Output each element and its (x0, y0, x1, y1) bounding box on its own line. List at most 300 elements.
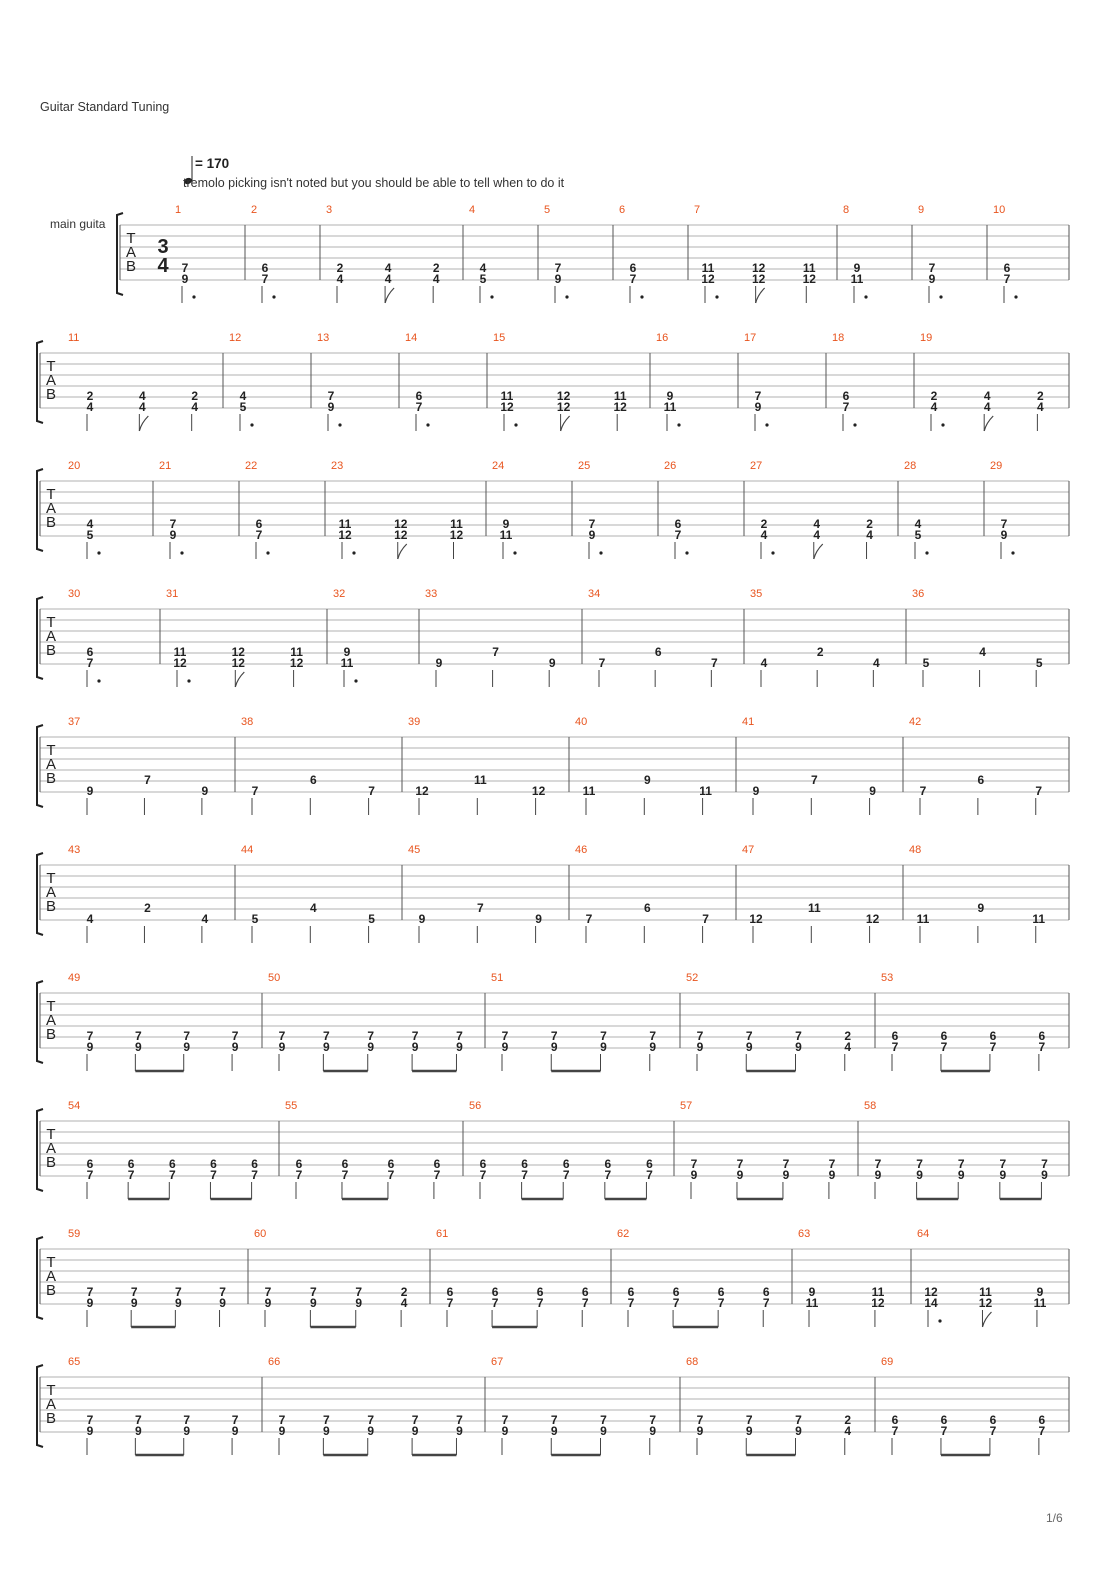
fret-number: 7 (168, 1168, 176, 1182)
measure-number: 63 (798, 1228, 811, 1240)
dot (685, 551, 688, 554)
dot (599, 551, 602, 554)
fret-number: 9 (754, 400, 762, 414)
fret-number: 12 (338, 528, 352, 542)
tab-clef-letter: A (45, 1012, 57, 1029)
fret-number: 12 (173, 656, 187, 670)
fret-number: 9 (175, 1296, 182, 1310)
fret-number: 4 (979, 645, 986, 659)
fret-number: 7 (828, 1157, 836, 1171)
fret-number: 9 (745, 1424, 753, 1438)
fret-number: 7 (550, 1413, 558, 1427)
fret-number: 7 (310, 1285, 317, 1299)
fret-number: 7 (264, 1285, 272, 1299)
fret-number: 11 (500, 389, 514, 403)
fret-number: 7 (521, 1168, 528, 1182)
fret-number: 7 (999, 1157, 1007, 1171)
measure-number: 20 (68, 460, 81, 472)
fret-number: 12 (978, 1296, 993, 1310)
fret-number: 9 (600, 1040, 607, 1054)
fret-number: 7 (562, 1168, 570, 1182)
measure-number: 24 (492, 460, 505, 472)
fret-number: 9 (548, 656, 556, 670)
fret-number: 7 (600, 1029, 607, 1043)
fret-number: 7 (842, 400, 850, 414)
measure-number: 15 (493, 332, 506, 344)
fret-number: 4 (1037, 400, 1044, 414)
fret-number: 5 (368, 912, 375, 926)
fret-number: 6 (261, 261, 269, 275)
measure-number: 33 (425, 588, 438, 600)
dot (514, 423, 517, 426)
fret-number: 12 (531, 784, 546, 798)
fret-number: 4 (336, 272, 344, 286)
fret-number: 6 (415, 389, 423, 403)
fret-number: 6 (210, 1157, 217, 1171)
eighth-flag (984, 416, 993, 431)
fret-number: 4 (384, 261, 392, 275)
measure-number: 1 (175, 204, 182, 216)
fret-number: 2 (1037, 389, 1044, 403)
fret-number: 9 (456, 1424, 463, 1438)
eighth-flag (982, 1312, 991, 1327)
fret-number: 12 (749, 912, 763, 926)
fret-number: 7 (355, 1285, 363, 1299)
measure-number: 7 (694, 204, 701, 216)
fret-number: 7 (181, 261, 189, 275)
tab-clef-letter: B (45, 514, 57, 531)
eighth-flag (235, 672, 244, 687)
fret-number: 6 (842, 389, 850, 403)
measure-number: 49 (68, 972, 81, 984)
fret-number: 4 (479, 261, 487, 275)
dot (640, 295, 643, 298)
fret-number: 7 (754, 389, 762, 403)
fret-number: 6 (433, 1157, 441, 1171)
fret-number: 7 (86, 1168, 94, 1182)
dot (941, 423, 944, 426)
fret-number: 9 (649, 1424, 657, 1438)
fret-number: 7 (144, 773, 151, 787)
fret-number: 6 (762, 1285, 770, 1299)
fret-number: 11 (173, 645, 187, 659)
fret-number: 9 (808, 1285, 816, 1299)
measure-number: 47 (742, 844, 755, 856)
fret-number: 7 (1000, 517, 1008, 531)
fret-number: 7 (745, 1413, 753, 1427)
fret-number: 6 (891, 1029, 899, 1043)
measure-number: 30 (68, 588, 81, 600)
fret-number: 6 (168, 1157, 176, 1171)
fret-number: 4 (760, 528, 768, 542)
fret-number: 7 (554, 261, 562, 275)
time-signature-denominator: 4 (157, 255, 169, 277)
fret-number: 7 (810, 773, 818, 787)
fret-number: 7 (795, 1029, 802, 1043)
fret-number: 12 (231, 645, 245, 659)
fret-number: 4 (914, 517, 922, 531)
fret-number: 7 (492, 645, 499, 659)
fret-number: 2 (930, 389, 938, 403)
fret-number: 9 (869, 784, 876, 798)
fret-number: 7 (627, 1296, 635, 1310)
tuning-label: Guitar Standard Tuning (40, 100, 170, 114)
fret-number: 6 (446, 1285, 454, 1299)
tab-clef-letter: T (46, 614, 56, 631)
measure-number: 43 (68, 844, 81, 856)
fret-number: 2 (866, 517, 873, 531)
fret-number: 7 (387, 1168, 395, 1182)
fret-number: 11 (473, 773, 487, 787)
measure-number: 39 (408, 716, 421, 728)
fret-number: 4 (400, 1296, 408, 1310)
fret-number: 11 (701, 261, 715, 275)
fret-number: 7 (86, 656, 94, 670)
fret-number: 4 (239, 389, 247, 403)
fret-number: 9 (977, 901, 985, 915)
fret-number: 7 (278, 1413, 286, 1427)
fret-number: 7 (674, 528, 682, 542)
fret-number: 2 (432, 261, 440, 275)
fret-number: 4 (866, 528, 873, 542)
fret-number: 9 (752, 784, 760, 798)
fret-number: 9 (745, 1040, 753, 1054)
fret-number: 6 (629, 261, 637, 275)
fret-number: 11 (340, 656, 354, 670)
measure-number: 65 (68, 1356, 81, 1368)
fret-number: 9 (231, 1424, 239, 1438)
eighth-flag (385, 288, 394, 303)
measure-number: 46 (575, 844, 588, 856)
fret-number: 12 (924, 1285, 938, 1299)
fret-number: 7 (446, 1296, 454, 1310)
fret-number: 5 (914, 528, 922, 542)
fret-number: 6 (891, 1413, 899, 1427)
fret-number: 2 (400, 1285, 408, 1299)
dot (677, 423, 680, 426)
fret-number: 9 (736, 1168, 744, 1182)
fret-number: 7 (717, 1296, 725, 1310)
fret-number: 9 (1036, 1285, 1044, 1299)
tab-clef-letter: T (46, 742, 56, 759)
fret-number: 9 (86, 1424, 94, 1438)
fret-number: 11 (699, 784, 712, 798)
fret-number: 6 (717, 1285, 725, 1299)
fret-number: 14 (924, 1296, 938, 1310)
fret-number: 4 (844, 1040, 852, 1054)
fret-number: 11 (338, 517, 352, 531)
dot (715, 295, 718, 298)
fret-number: 7 (600, 1413, 607, 1427)
tab-clef-letter: B (45, 1410, 57, 1427)
measure-number: 62 (617, 1228, 630, 1240)
measure-number: 45 (408, 844, 421, 856)
fret-number: 7 (368, 784, 375, 798)
fret-number: 9 (696, 1424, 704, 1438)
fret-number: 7 (433, 1168, 441, 1182)
fret-number: 7 (501, 1413, 509, 1427)
fret-number: 12 (500, 400, 514, 414)
fret-number: 2 (816, 645, 824, 659)
dot (771, 551, 774, 554)
fret-number: 7 (135, 1029, 142, 1043)
fret-number: 7 (550, 1029, 558, 1043)
fret-number: 6 (672, 1285, 680, 1299)
measure-number: 5 (544, 204, 551, 216)
fret-number: 9 (999, 1168, 1007, 1182)
fret-number: 7 (629, 272, 637, 286)
fret-number: 7 (919, 784, 927, 798)
fret-number: 7 (536, 1296, 544, 1310)
tab-clef-letter: A (45, 756, 57, 773)
dot (938, 1319, 941, 1322)
fret-number: 7 (1041, 1157, 1048, 1171)
dot (426, 423, 429, 426)
dot (352, 551, 355, 554)
fret-number: 7 (327, 389, 335, 403)
fret-number: 7 (261, 272, 269, 286)
measure-number: 23 (331, 460, 344, 472)
dot (338, 423, 341, 426)
tab-clef-letter: B (125, 258, 137, 275)
fret-number: 9 (1041, 1168, 1048, 1182)
measure-number: 17 (744, 332, 757, 344)
measure-number: 16 (656, 332, 669, 344)
measure-number: 10 (993, 204, 1006, 216)
fret-number: 6 (654, 645, 662, 659)
fret-number: 4 (384, 272, 392, 286)
measure-number: 58 (864, 1100, 877, 1112)
fret-number: 7 (231, 1413, 239, 1427)
fret-number: 7 (411, 1029, 419, 1043)
measure-number: 8 (843, 204, 850, 216)
fret-number: 9 (201, 784, 209, 798)
tab-clef-letter: T (46, 486, 56, 503)
fret-number: 9 (135, 1424, 142, 1438)
fret-number: 7 (581, 1296, 589, 1310)
measure-number: 44 (241, 844, 254, 856)
measure-number: 9 (918, 204, 925, 216)
measure-number: 53 (881, 972, 894, 984)
measure-number: 54 (68, 1100, 81, 1112)
measure-number: 18 (832, 332, 845, 344)
fret-number: 9 (501, 1040, 509, 1054)
fret-number: 11 (807, 901, 821, 915)
fret-number: 11 (871, 1285, 885, 1299)
fret-number: 9 (501, 1424, 509, 1438)
fret-number: 7 (183, 1029, 191, 1043)
measure-number: 40 (575, 716, 588, 728)
fret-number: 7 (891, 1040, 899, 1054)
fret-number: 4 (201, 912, 209, 926)
fret-number: 7 (795, 1413, 802, 1427)
fret-number: 7 (649, 1413, 657, 1427)
tempo-value: = 170 (195, 156, 230, 171)
track-name: main guita (50, 217, 106, 231)
fret-number: 11 (613, 389, 627, 403)
fret-number: 9 (231, 1040, 239, 1054)
fret-number: 12 (289, 656, 304, 670)
tab-clef-letter: A (45, 628, 57, 645)
fret-number: 9 (355, 1296, 363, 1310)
fret-number: 5 (251, 912, 259, 926)
fret-number: 4 (983, 400, 991, 414)
fret-number: 6 (341, 1157, 349, 1171)
fret-number: 11 (805, 1296, 819, 1310)
fret-number: 7 (476, 901, 484, 915)
fret-number: 12 (556, 389, 571, 403)
measure-number: 25 (578, 460, 591, 472)
fret-number: 9 (367, 1040, 375, 1054)
fret-number: 6 (989, 1413, 997, 1427)
fret-number: 9 (411, 1040, 419, 1054)
fret-number: 5 (1035, 656, 1043, 670)
fret-number: 9 (343, 645, 351, 659)
tab-clef-letter: T (46, 358, 56, 375)
fret-number: 9 (696, 1040, 704, 1054)
performance-instruction: tremolo picking isn't noted but you should be able to tell when to do it (183, 176, 565, 190)
fret-number: 11 (450, 517, 463, 531)
dot (97, 679, 100, 682)
fret-number: 11 (290, 645, 303, 659)
fret-number: 6 (627, 1285, 635, 1299)
fret-number: 7 (646, 1168, 653, 1182)
fret-number: 7 (710, 656, 718, 670)
fret-number: 7 (501, 1029, 509, 1043)
fret-number: 2 (844, 1029, 852, 1043)
fret-number: 6 (86, 1157, 94, 1171)
fret-number: 7 (130, 1285, 138, 1299)
fret-number: 9 (600, 1424, 607, 1438)
fret-number: 7 (415, 400, 423, 414)
fret-number: 4 (983, 389, 991, 403)
tab-clef-letter: A (45, 1140, 57, 1157)
fret-number: 11 (802, 261, 816, 275)
fret-number: 9 (135, 1040, 142, 1054)
measure-number: 57 (680, 1100, 693, 1112)
measure-number: 34 (588, 588, 601, 600)
fret-number: 7 (411, 1413, 419, 1427)
fret-number: 9 (916, 1168, 923, 1182)
fret-number: 6 (479, 1157, 487, 1171)
fret-number: 4 (760, 656, 768, 670)
page-number: 1/6 (1046, 1511, 1063, 1525)
measure-number: 55 (285, 1100, 298, 1112)
fret-number: 12 (415, 784, 429, 798)
fret-number: 6 (309, 773, 317, 787)
dot (565, 295, 568, 298)
fret-number: 7 (341, 1168, 349, 1182)
fret-number: 6 (86, 645, 94, 659)
fret-number: 11 (850, 272, 864, 286)
fret-number: 4 (813, 517, 821, 531)
fret-number: 9 (183, 1040, 191, 1054)
measure-number: 12 (229, 332, 242, 344)
fret-number: 7 (928, 261, 936, 275)
fret-number: 6 (643, 901, 651, 915)
fret-number: 11 (582, 784, 596, 798)
fret-number: 9 (219, 1296, 226, 1310)
fret-number: 6 (940, 1029, 948, 1043)
eighth-flag (139, 416, 148, 431)
fret-number: 9 (782, 1168, 790, 1182)
fret-number: 2 (844, 1413, 852, 1427)
fret-number: 7 (1035, 784, 1043, 798)
fret-number: 7 (86, 1413, 94, 1427)
fret-number: 2 (86, 389, 94, 403)
fret-number: 4 (86, 517, 94, 531)
tab-clef-letter: A (45, 372, 57, 389)
tab-clef-letter: B (45, 1282, 57, 1299)
fret-number: 6 (1003, 261, 1011, 275)
fret-number: 9 (643, 773, 651, 787)
fret-number: 11 (1033, 1296, 1047, 1310)
fret-number: 12 (394, 528, 408, 542)
fret-number: 9 (1000, 528, 1008, 542)
measure-number: 41 (742, 716, 755, 728)
fret-number: 9 (183, 1424, 191, 1438)
tab-clef-letter: B (45, 770, 57, 787)
fret-number: 12 (556, 400, 571, 414)
fret-number: 4 (930, 400, 938, 414)
eighth-flag (398, 544, 407, 559)
fret-number: 12 (231, 656, 245, 670)
fret-number: 6 (977, 773, 985, 787)
fret-number: 2 (144, 901, 151, 915)
tab-clef-letter: T (46, 998, 56, 1015)
measure-number: 6 (619, 204, 626, 216)
fret-number: 9 (169, 528, 177, 542)
tab-clef-letter: T (46, 1382, 56, 1399)
eighth-flag (814, 544, 823, 559)
tab-clef-letter: T (46, 870, 56, 887)
dot (192, 295, 195, 298)
dot (490, 295, 493, 298)
tab-clef-letter: B (45, 1026, 57, 1043)
fret-number: 11 (1032, 912, 1046, 926)
fret-number: 5 (922, 656, 930, 670)
eighth-flag (561, 416, 570, 431)
fret-number: 7 (745, 1029, 753, 1043)
fret-number: 7 (169, 517, 177, 531)
fret-number: 7 (874, 1157, 882, 1171)
fret-number: 9 (828, 1168, 836, 1182)
measure-number: 38 (241, 716, 254, 728)
fret-number: 9 (550, 1040, 558, 1054)
dot (513, 551, 516, 554)
dot (187, 679, 190, 682)
dot (864, 295, 867, 298)
fret-number: 7 (127, 1168, 135, 1182)
dot (1011, 551, 1014, 554)
measure-number: 66 (268, 1356, 281, 1368)
fret-number: 6 (1038, 1029, 1046, 1043)
tab-clef-letter: B (45, 898, 57, 915)
fret-number: 9 (278, 1040, 286, 1054)
measure-number: 64 (917, 1228, 930, 1240)
fret-number: 9 (928, 272, 936, 286)
fret-number: 6 (940, 1413, 948, 1427)
fret-number: 6 (387, 1157, 395, 1171)
fret-number: 4 (432, 272, 440, 286)
measure-number: 22 (245, 460, 258, 472)
fret-number: 7 (86, 1285, 94, 1299)
fret-number: 9 (435, 656, 443, 670)
fret-number: 12 (701, 272, 715, 286)
fret-number: 9 (502, 517, 510, 531)
fret-number: 7 (251, 1168, 258, 1182)
fret-number: 7 (649, 1029, 657, 1043)
